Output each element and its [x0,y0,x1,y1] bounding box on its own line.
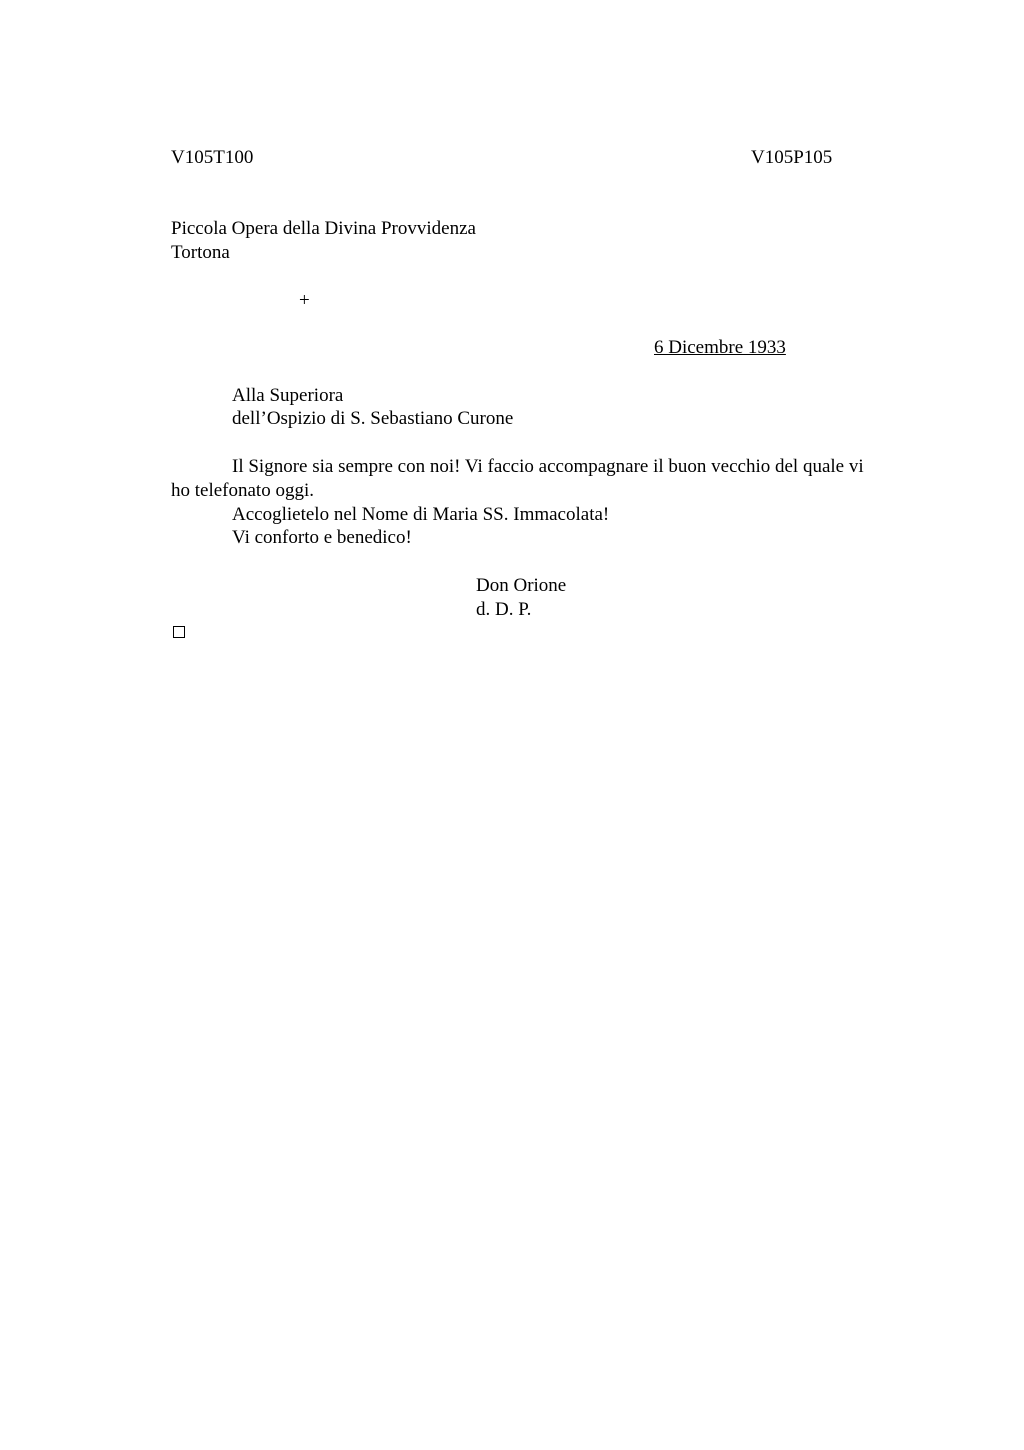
body-paragraph-3: Vi conforto e benedico! [232,527,412,548]
body-paragraph-2: Accoglietelo nel Nome di Maria SS. Immacolata! [232,504,610,525]
cross-mark: + [299,290,310,311]
signature-suffix: d. D. P. [476,599,532,620]
body-paragraph-1-line-1: Il Signore sia sempre con noi! Vi faccio accompagnare il buon vecchio del quale vi [232,456,864,477]
document-code-right: V105P105 [751,147,833,168]
body-paragraph-1-line-2: ho telefonato oggi. [171,480,314,501]
end-of-document-box-icon [173,626,185,638]
recipient-title: Alla Superiora [232,385,344,406]
document-code-left: V105T100 [171,147,254,168]
sender-city: Tortona [171,242,230,263]
recipient-institution: dell’Ospizio di S. Sebastiano Curone [232,408,514,429]
letter-date: 6 Dicembre 1933 [654,337,786,358]
signature-name: Don Orione [476,575,567,596]
sender-organization: Piccola Opera della Divina Provvidenza [171,218,476,239]
